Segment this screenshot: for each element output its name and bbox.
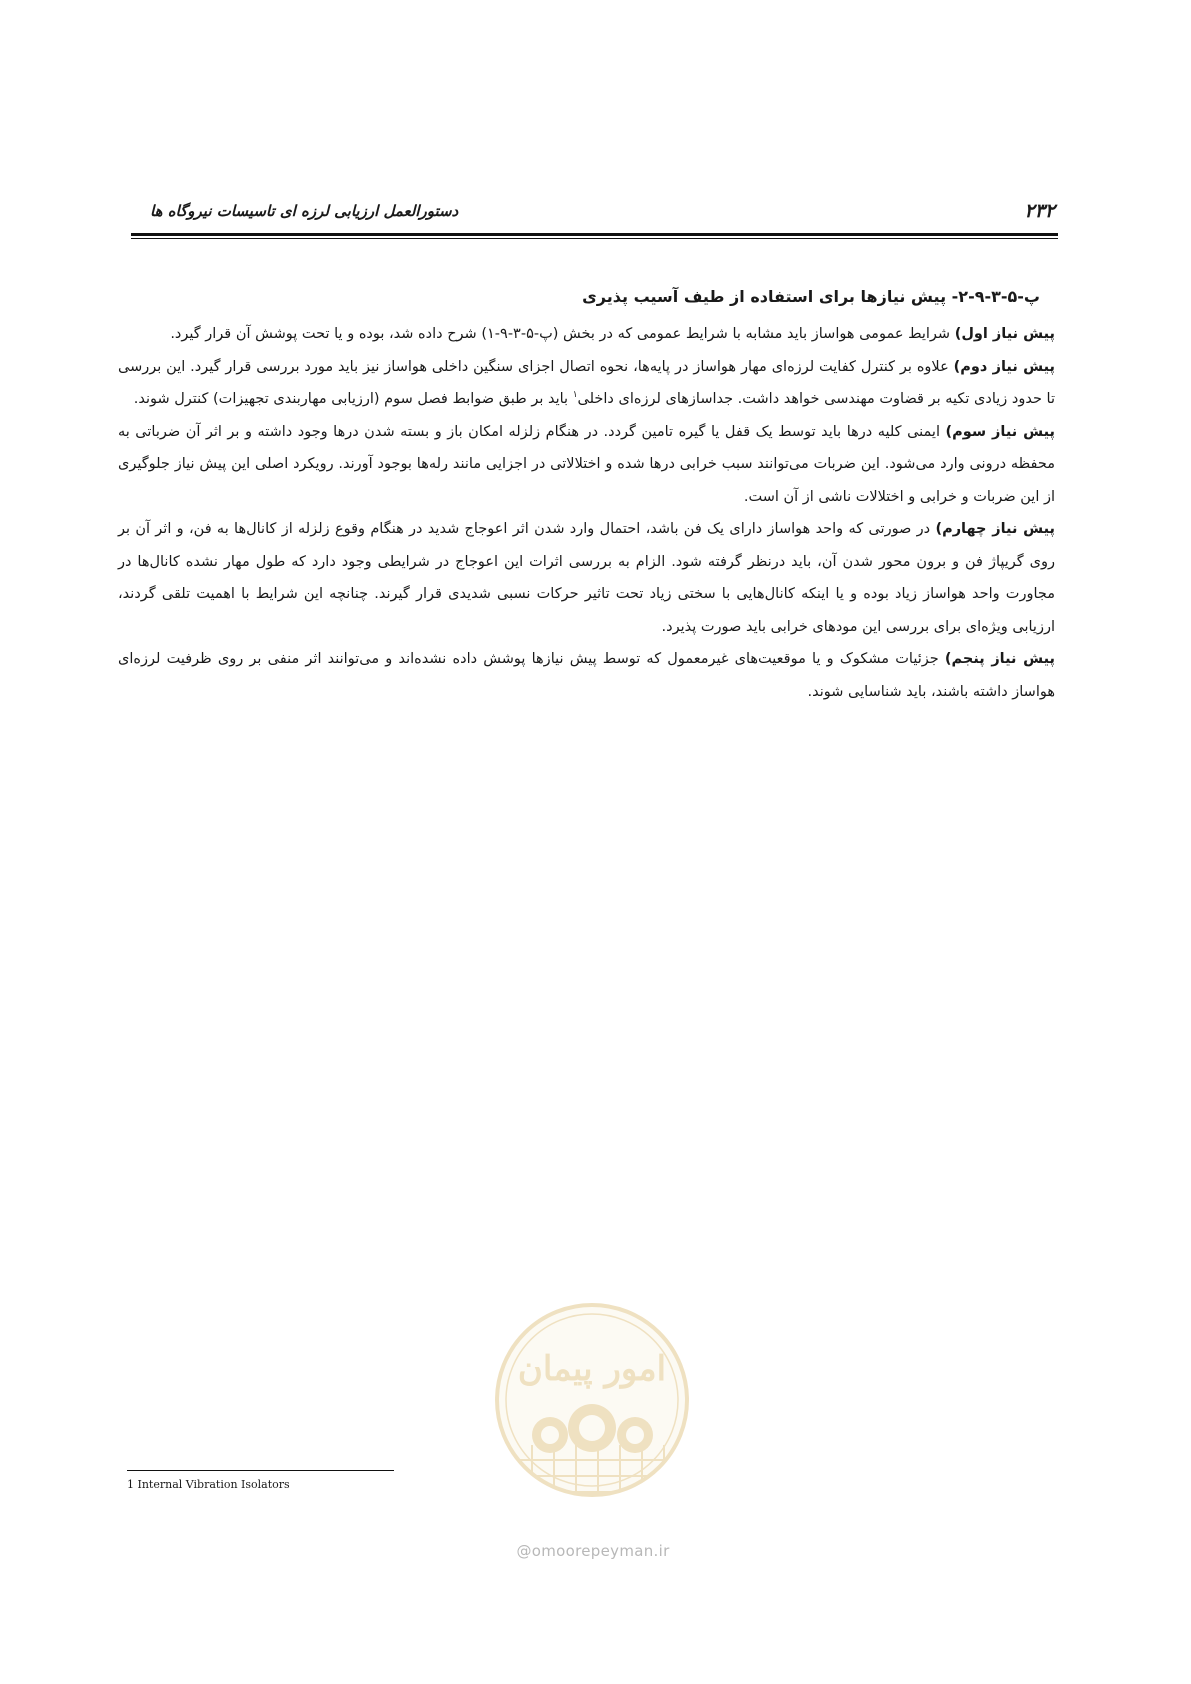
header-rule-thin: [131, 238, 1058, 239]
paragraph-label: پیش نیاز پنجم): [944, 651, 1055, 667]
page-header: [150, 200, 1055, 230]
paragraph-prerequisite-4: [118, 513, 1055, 643]
paragraph-text: جزئیات مشکوک و یا موقعیت‌های غیرمعمول که توسط پیش نیازها پوشش داده نشده‌اند و می‌توانند اثر منفی بر روی ظرفیت لرزه‌ای هواساز داشته باشند، باید شناسایی شوند.: [118, 651, 1055, 700]
paragraph-text-continued: باید بر طبق ضوابط فصل سوم (ارزیابی مهاربندی تجهیزات) کنترل شوند.: [133, 391, 573, 407]
watermark-logo-text: امور پیمان: [517, 1349, 667, 1389]
paragraph-text: شرایط عمومی هواساز باید مشابه با شرایط عمومی که در بخش (پ-۵-۳-۹-۱) شرح داده شد، بوده و یا تحت پوشش آن قرار گیرد.: [170, 326, 955, 342]
running-title: دستورالعمل ارزیابی لرزه ای تاسیسات نیروگاه ها: [150, 202, 459, 220]
header-rule-thick: [131, 233, 1058, 236]
page-number: ۲۳۲: [1024, 200, 1055, 222]
at-sign-icon: @: [516, 1542, 532, 1560]
section-heading: پ-۵-۳-۹-۲- پیش نیازها برای استفاده از طیف آسیب پذیری: [582, 287, 1040, 306]
paragraph-label: پیش نیاز اول): [954, 326, 1055, 342]
watermark-url-text: omoorepeyman.ir: [531, 1542, 670, 1560]
paragraph-text: در صورتی که واحد هواساز دارای یک فن باشد، احتمال وارد شدن اثر اعوجاج شدید در هنگام وقوع زلزله از کانال‌ها به فن، و اثر آن بر روی گریپاژ فن و برون محور شدن آن، باید درنظر گرفته شود. الزام به بررسی اثرات این اعوجاج در شرایطی وجود دارد که طول مهار نشده کانال‌ها در مجاورت واحد هواساز زیاد بوده و یا اینکه کانال‌هایی با سختی زیاد تحت تاثیر حرکات نسبی شدیدی قرار گیرند. چنانچه این شرایط با اهمیت تلقی گردند، ارزیابی ویژه‌ای برای بررسی این مودهای خرابی باید صورت پذیرد.: [118, 521, 1055, 635]
watermark-logo: [492, 1300, 692, 1500]
footnote-separator: [127, 1470, 394, 1471]
watermark-url: [487, 1542, 699, 1560]
paragraph-label: پیش نیاز چهارم): [935, 521, 1055, 537]
footnote: 1 Internal Vibration Isolators: [127, 1478, 290, 1491]
paragraph-text: علاوه بر کنترل کفایت لرزه‌ای مهار هواساز در پایه‌ها، نحوه اتصال اجزای سنگین داخلی هواساز نیز باید مورد بررسی قرار گیرد. این بررسی تا حدود زیادی تکیه بر قضاوت مهندسی خواهد داشت. جداسازهای لرزه‌ای داخلی: [118, 358, 1055, 407]
paragraph-prerequisite-2: [118, 351, 1055, 416]
paragraph-prerequisite-1: [118, 318, 1055, 351]
main-content: [118, 280, 1055, 708]
paragraph-text: ایمنی کلیه درها باید توسط یک قفل یا گیره تامین گردد. در هنگام زلزله امکان باز و بسته شدن درها وجود داشته و بر اثر آن ضرباتی به محفظه درونی وارد می‌شود. این ضربات می‌توانند سبب خرابی درها شده و اختلالاتی در اجزایی مانند رله‌ها بوجود آورند. رویکرد اصلی این پیش نیاز جلوگیری از این ضربات و خرابی و اختلالات ناشی از آن است.: [118, 423, 1055, 505]
paragraph-label: پیش نیاز سوم): [945, 423, 1055, 440]
paragraph-label: پیش نیاز دوم): [953, 358, 1055, 375]
footnote-reference[interactable]: ۱: [572, 390, 578, 401]
paragraph-prerequisite-5: [118, 643, 1055, 708]
paragraph-prerequisite-3: [118, 416, 1055, 514]
